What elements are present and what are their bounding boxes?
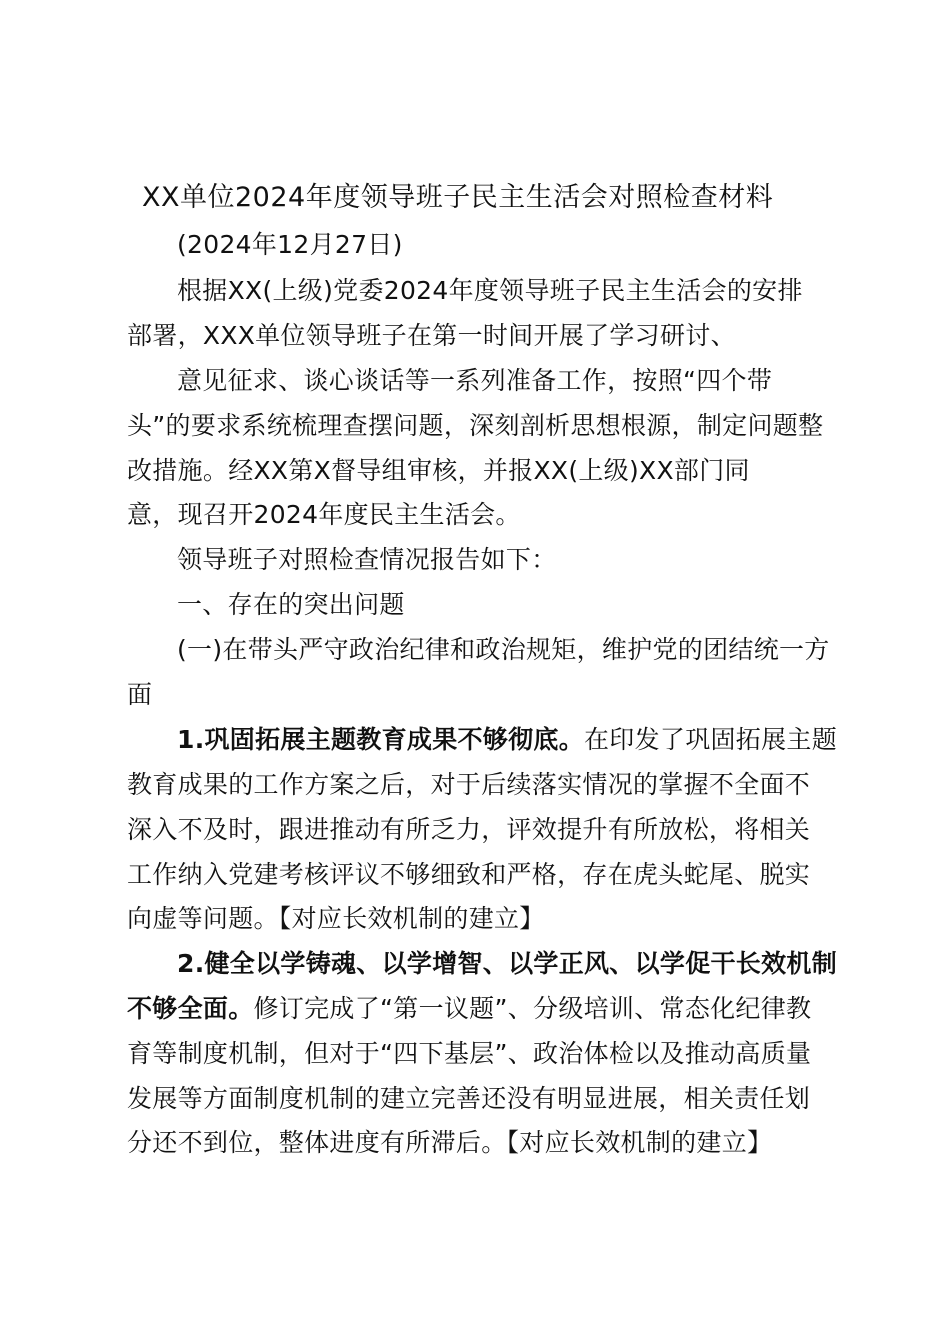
- item2-line-2-rest: 修订完成了“第一议题”、分级培训、常态化纪律教: [253, 994, 812, 1023]
- para2-line-1: 意见征求、谈心谈话等一系列准备工作，按照“四个带: [177, 366, 773, 395]
- document-date: (2024年12月27日): [177, 230, 403, 259]
- para2-line-4: 意，现召开2024年度民主生活会。: [127, 500, 521, 529]
- para2-line-3: 改措施。经XX第X督导组审核，并报XX(上级)XX部门同: [127, 456, 750, 485]
- report-intro: 领导班子对照检查情况报告如下：: [177, 545, 557, 574]
- item2-line-2: [127, 994, 811, 1024]
- item1-first-line: [177, 725, 837, 755]
- item2-line-4: 发展等方面制度机制的建立完善还没有明显进展，相关责任划: [127, 1084, 811, 1113]
- item1-line-3: 深入不及时，跟进推动有所乏力，评效提升有所放松，将相关: [127, 815, 811, 844]
- item2-line-3: 育等制度机制，但对于“四下基层”、政治体检以及推动高质量: [127, 1039, 812, 1068]
- item2-heading-line-2: 不够全面。: [127, 994, 254, 1023]
- intro-line-2: 部署，XXX单位领导班子在第一时间开展了学习研讨、: [127, 321, 736, 350]
- item1-line-4: 工作纳入党建考核评议不够细致和严格，存在虎头蛇尾、脱实: [127, 860, 811, 889]
- item1-line-5: 向虚等问题。【对应长效机制的建立】: [127, 904, 545, 933]
- item1-line-2: 教育成果的工作方案之后，对于后续落实情况的掌握不全面不: [127, 770, 811, 799]
- para2-line-2: 头”的要求系统梳理查摆问题，深刻剖析思想根源，制定问题整: [127, 411, 824, 440]
- item2-heading-line-1: 2.健全以学铸魂、以学增智、以学正风、以学促干长效机制: [177, 949, 837, 978]
- item1-heading: 1.巩固拓展主题教育成果不够彻底。: [177, 725, 584, 754]
- item1-first-line-rest: 在印发了巩固拓展主题: [584, 725, 838, 754]
- intro-line-1: 根据XX(上级)党委2024年度领导班子民主生活会的安排: [177, 276, 803, 305]
- item2-line-5: 分还不到位，整体进度有所滞后。【对应长效机制的建立】: [127, 1128, 773, 1157]
- section1-heading: 一、存在的突出问题: [177, 590, 405, 619]
- subsection1-line-1: (一)在带头严守政治纪律和政治规矩，维护党的团结统一方: [177, 635, 830, 664]
- document-title: XX单位2024年度领导班子民主生活会对照检查材料: [142, 182, 774, 213]
- subsection1-line-2: 面: [127, 680, 153, 709]
